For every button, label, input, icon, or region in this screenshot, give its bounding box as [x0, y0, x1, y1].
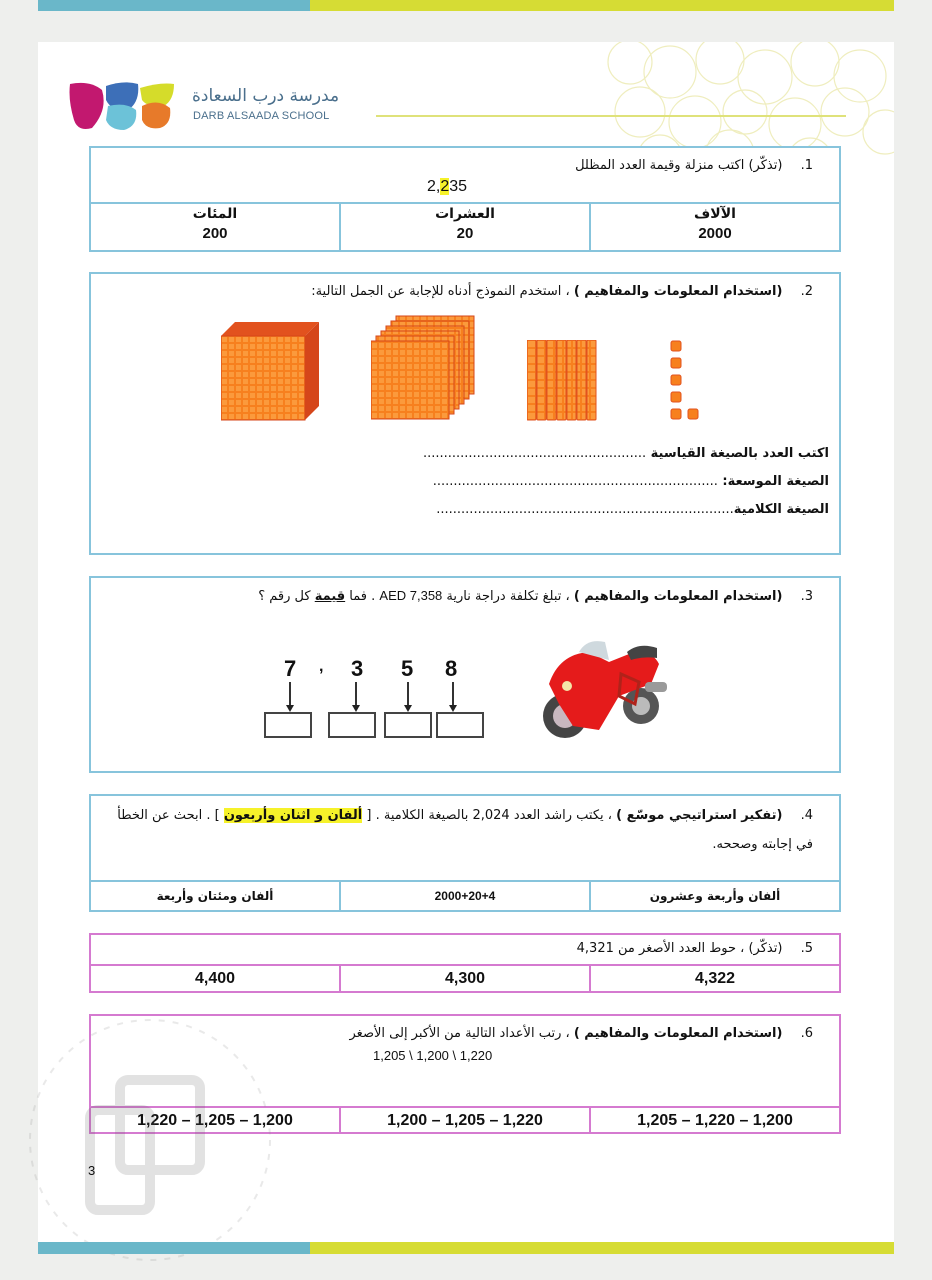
top-bar-blue [38, 0, 310, 11]
ten-rods-icon [527, 340, 597, 422]
question-1-prompt [91, 148, 839, 179]
answer-box-ones[interactable] [436, 712, 484, 738]
options-row [91, 880, 839, 910]
option-a[interactable]: 1,205 – 1,220 – 1,200 [589, 1108, 839, 1132]
digit-3: 3 [351, 656, 364, 681]
answer-cell-thousands[interactable]: الآلاف 2000 [589, 204, 839, 250]
bottom-bar-lime [310, 1242, 894, 1254]
top-bar-lime [310, 0, 894, 11]
digit-8: 8 [445, 656, 458, 681]
question-2-prompt: 2. (استخدام المعلومات والمفاهيم ) ، استخدم النموذج أدناه للإجابة عن الجمل التالية: [311, 284, 813, 299]
numbers-to-order: 1,205 \ 1,200 \ 1,220 [373, 1048, 493, 1063]
motorcycle-icon [539, 634, 669, 744]
standard-form-line[interactable]: اكتب العدد بالصيغة القياسية ...................................................... [422, 446, 829, 461]
decorative-pattern-icon [600, 42, 894, 162]
digit-7: 7 [284, 656, 297, 681]
answer-box-tens[interactable] [384, 712, 432, 738]
word-form-line[interactable]: الصيغة الكلامية........................................................................ [436, 502, 829, 517]
answer-box-thousands[interactable] [264, 712, 312, 738]
question-3 [89, 576, 841, 773]
option-1[interactable]: ألفان وأربعة وعشرون [589, 882, 839, 910]
question-1-label: (تذكّر) [748, 158, 783, 173]
school-name-arabic: مدرسة درب السعادة [192, 86, 340, 106]
page-number: 3 [88, 1163, 96, 1178]
option-4322[interactable]: 4,322 [589, 966, 839, 991]
question-4-prompt: 4. (تفكير استراتيجي موسّع ) ، يكتب راشد العدد 2,024 بالصيغة الكلامية . [ ألفان و اثنان وأربعون ] . ابحث عن الخطأ في إجابته وصححه. [117, 808, 813, 852]
school-name-english: DARB ALSAADA SCHOOL [193, 110, 330, 122]
hundred-flats-icon [371, 314, 481, 424]
place-value-table [91, 202, 839, 250]
digit-5: 5 [401, 656, 414, 681]
question-4 [89, 794, 841, 912]
question-5-prompt: 5. (تذكّر) ، حوط العدد الأصغر من 4,321 [576, 941, 813, 956]
header-divider [376, 115, 846, 117]
unit-cubes-icon [669, 340, 705, 424]
option-b[interactable]: 1,200 – 1,205 – 1,220 [339, 1108, 589, 1132]
shaded-digit: 2 [440, 178, 450, 195]
option-2[interactable]: 2000+20+4 [339, 882, 589, 910]
question-2 [89, 272, 841, 555]
option-4300[interactable]: 4,300 [339, 966, 589, 991]
option-c[interactable]: 1,220 – 1,205 – 1,200 [137, 1112, 293, 1129]
question-5 [89, 933, 841, 993]
question-3-prompt: 3. (استخدام المعلومات والمفاهيم ) ، تبلغ تكلفة دراجة نارية AED 7,358 . فما قيمة كل رقم ؟ [258, 588, 813, 604]
question-1-text: اكتب منزلة وقيمة العدد المظلل [575, 158, 745, 173]
question-1 [89, 146, 841, 252]
question-6-prompt: 6. (استخدام المعلومات والمفاهيم ) ، رتب الأعداد التالية من الأكبر إلى الأصغر [349, 1026, 813, 1041]
bottom-bar-blue [38, 1242, 310, 1254]
options-row [91, 964, 839, 991]
answer-lines [409, 440, 829, 524]
question-6 [89, 1014, 841, 1134]
question-number: 1. [800, 158, 813, 173]
option-4400[interactable]: 4,400 [194, 970, 236, 987]
bottom-color-bar [38, 1242, 894, 1254]
options-row [91, 1106, 839, 1132]
answer-cell-hundreds[interactable]: المئات 200 [192, 206, 238, 242]
option-3[interactable]: ألفان ومئتان وأربعة [156, 889, 274, 903]
highlighted-answer: ألفان و اثنان وأربعون [223, 808, 363, 823]
expanded-form-line[interactable]: الصيغة الموسعة: ..................................................................... [432, 474, 829, 489]
digit-comma: , [319, 658, 324, 675]
thousand-cube-icon [221, 322, 321, 422]
top-color-bar [38, 0, 894, 11]
answer-box-hundreds[interactable] [328, 712, 376, 738]
school-logo-icon [68, 80, 178, 132]
answer-cell-tens[interactable]: العشرات 20 [339, 204, 589, 250]
shaded-number: 2,235 [427, 178, 468, 195]
